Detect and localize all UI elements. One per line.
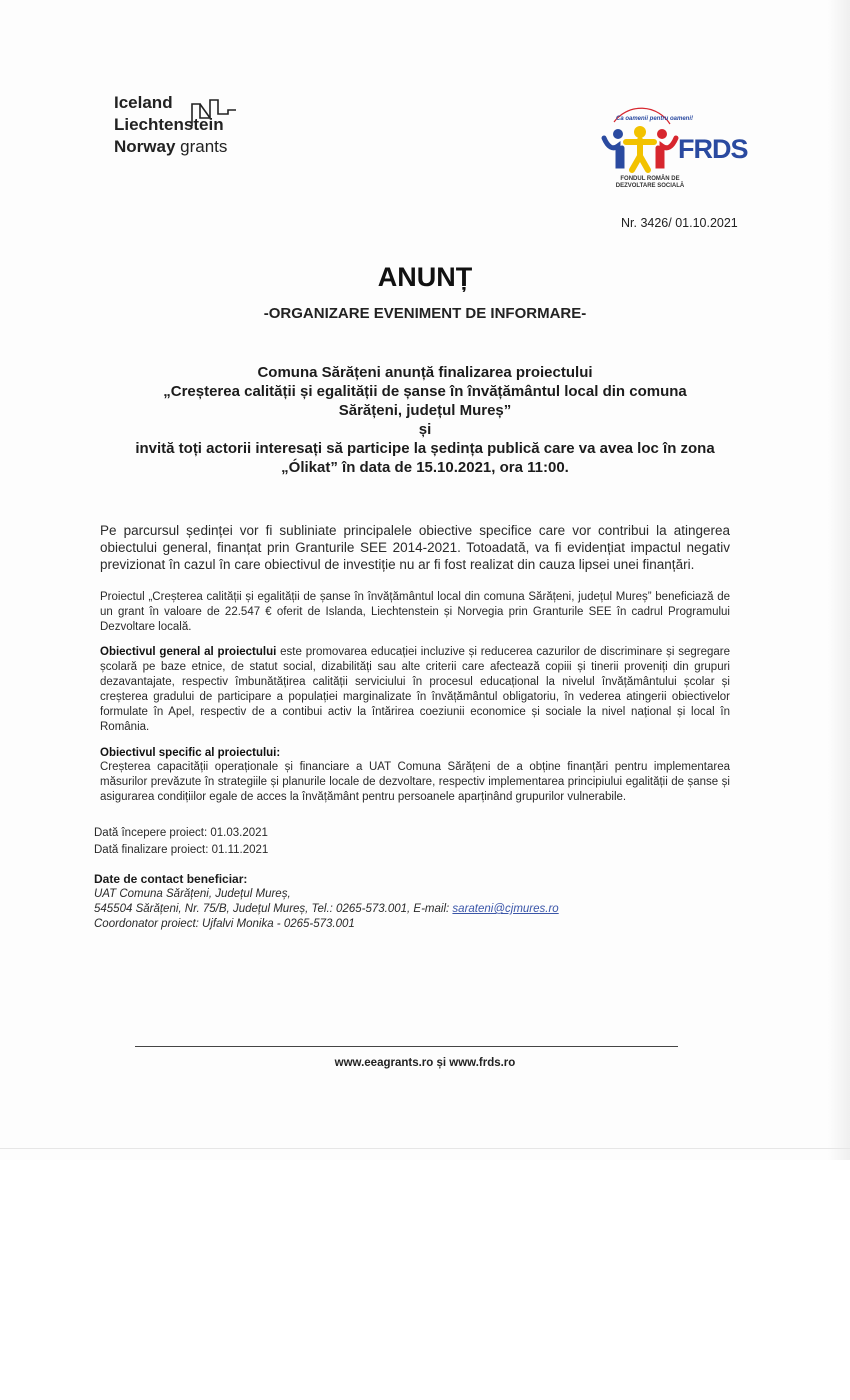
email-link[interactable]: sarateni@cjmures.ro: [452, 903, 559, 915]
project-dates: [94, 825, 268, 859]
frds-subtitle: FONDUL ROMÂN DE DEZVOLTARE SOCIALĂ: [615, 176, 685, 189]
announcement-subtitle: -ORGANIZARE EVENIMENT DE INFORMARE-: [263, 305, 587, 322]
frds-logo: [600, 110, 750, 200]
scan-edge-shadow: [828, 0, 850, 1160]
general-objective-label: Obiectivul general al proiectului: [100, 646, 277, 658]
contact-line-3: Coordonator proiect: Ujfalvi Monika - 0265-573.001: [94, 918, 355, 930]
logo-line-liechtenstein: Liechtenstein: [114, 115, 224, 134]
frds-arc-text: Ca oamenii pentru oameni!: [616, 116, 694, 122]
paragraph-session: Pe parcursul ședinței vor fi subliniate principalele obiective specifice care vor contribui la atingerea obiectului general, finanțat prin Granturile SEE 2014-2021. Totoadată, va fi evidențiat impactul negativ previzionat în cazul în care obiectivul de investiție nu ar fi fost realizat din cauza lipsei unei finanțări.: [100, 523, 730, 572]
intro-line-2: „Creșterea calității și egalității de șanse în învățământul local din comuna: [163, 383, 687, 400]
scan-bottom-line: [0, 1148, 850, 1149]
eea-grants-logo: [114, 92, 227, 158]
contact-line-1: UAT Comuna Sărățeni, Județul Mureș,: [94, 888, 291, 900]
intro-line-5: invită toți actorii interesați să participe la ședința publică care va avea loc în zona: [135, 440, 715, 457]
footer-websites: www.eeagrants.ro și www.frds.ro: [334, 1057, 516, 1069]
document-number: Nr. 3426/ 01.10.2021: [621, 216, 738, 230]
intro-line-3: Sărățeni, județul Mureș”: [338, 402, 512, 419]
start-date: Dată începere proiect: 01.03.2021: [94, 827, 268, 839]
specific-objective-heading: Obiectivul specific al proiectului:: [100, 747, 281, 759]
logo-norway-text: Norway: [114, 137, 176, 156]
specific-objective-text: Creșterea capacității operaționale și financiare a UAT Comuna Sărățeni de a obține finanțări pentru implementarea măsurilor prevăzute în strategiile și planurile locale de dezvoltare, respectiv implementarea principiului egalității de șanse și asigurarea condițiilor egale de acces la învățământ pentru persoanele aparținând grupurilor vulnerabile.: [100, 761, 730, 803]
specific-objective-label: [100, 746, 730, 761]
intro-line-4: și: [418, 421, 432, 438]
intro-block: [100, 363, 750, 477]
paragraph-grant: Proiectul „Creșterea calității și egalității de șanse în învățământul local din comuna Sărățeni, județul Mureș” beneficiază de un grant în valoare de 22.547 € oferit de Islanda, Liechtenstein și Norvegia prin Granturile SEE în cadrul Programului Dezvoltare locală.: [100, 591, 730, 633]
eea-symbol-icon: [190, 96, 240, 128]
contact-heading: Date de contact beneficiar:: [94, 872, 248, 886]
contact-block: [94, 887, 559, 932]
contact-address: 545504 Sărățeni, Nr. 75/B, Județul Mureș, Tel.: 0265-573.001, E-mail:: [94, 903, 453, 915]
logo-line-norway: [114, 136, 227, 158]
footer-divider: [135, 1046, 678, 1047]
general-objective-text: este promovarea educației incluzive și reducerea cazurilor de discriminare și segregare școlară pe baze etnice, de statut social, dizabilități sau alte criterii care afectează copiii și tinerii proveniți din grupuri dezavantajate, respectiv îmbunătățirea calității serviciului în procesul educațional la nivelul învățământului școlar și creșterea gradului de participare a populației marginalizate în învățământul obligatoriu, în vederea atingerii obiectivelor formulate în Apel, respectiv de a contibui activ la întărirea coeziunii economice și sociale la nivel național și local în România.: [100, 646, 730, 733]
intro-line-1: Comuna Sărățeni anunță finalizarea proiectului: [257, 364, 593, 381]
logo-grants-text: grants: [180, 137, 228, 156]
contact-line-2: [94, 902, 559, 917]
announcement-title: ANUNȚ: [377, 262, 473, 292]
intro-line-6: „Ólikat” în data de 15.10.2021, ora 11:00.: [281, 459, 569, 476]
frds-figures-icon: [600, 110, 694, 176]
frds-name: FRDS: [678, 134, 748, 164]
paragraph-general-objective: [100, 645, 730, 735]
end-date: Dată finalizare proiect: 01.11.2021: [94, 844, 269, 856]
logo-line-iceland: Iceland: [114, 93, 173, 112]
